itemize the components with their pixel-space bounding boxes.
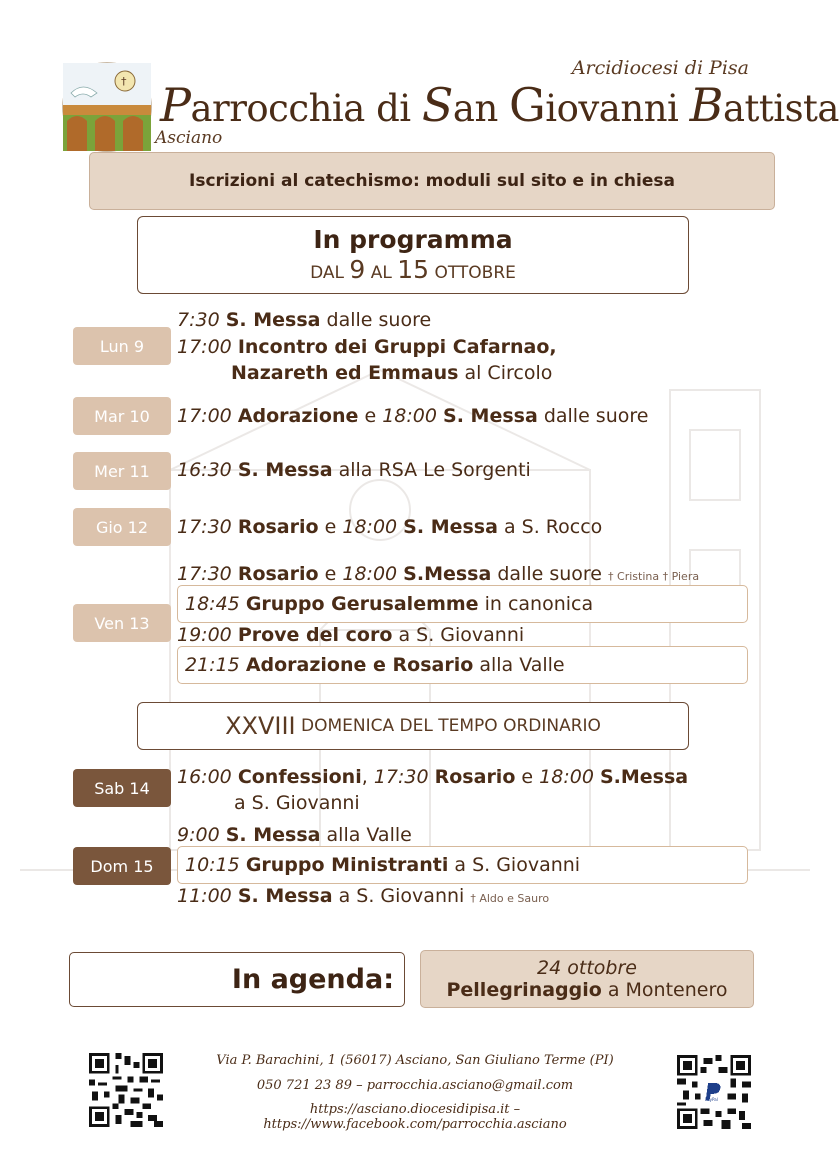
- program-title: In programma: [313, 225, 513, 254]
- event-ven-1: 17:30 Rosario e 18:00 S.Messa dalle suore † Cristina † Piera: [177, 563, 700, 585]
- day-badge-mar: Mar 10: [73, 397, 171, 435]
- agenda-label: In agenda:: [69, 952, 405, 1007]
- catechism-banner: Iscrizioni al catechismo: moduli sul sito e in chiesa: [89, 152, 775, 210]
- day-badge-dom: Dom 15: [73, 847, 171, 885]
- day-badge-gio: Gio 12: [73, 508, 171, 546]
- program-box: [137, 216, 689, 294]
- day-badge-sab: Sab 14: [73, 769, 171, 807]
- parish-title: Parrocchia di San Giovanni Battista: [160, 78, 839, 132]
- diocesi-label: Arcidiocesi di Pisa: [571, 57, 749, 79]
- event-ven-2: 18:45 Gruppo Gerusalemme in canonica: [177, 585, 748, 623]
- event-dom-3: 11:00 S. Messa a S. Giovanni † Aldo e Sauro: [177, 885, 550, 907]
- program-dates: DAL 9 AL 15 OTTOBRE: [310, 255, 516, 284]
- event-lun-1: 7:30 S. Messa dalle suore: [177, 309, 432, 331]
- qr-code-site: [89, 1053, 163, 1127]
- svg-text:†: †: [121, 75, 127, 88]
- location-label: Asciano: [155, 128, 223, 148]
- event-sab: 16:00 Confessioni, 17:30 Rosario e 18:00 S.Messa: [177, 766, 689, 788]
- event-ven-4: 21:15 Adorazione e Rosario alla Valle: [177, 646, 748, 684]
- footer-contact[interactable]: 050 721 23 89 – parrocchia.asciano@gmail.com: [256, 1078, 574, 1093]
- event-dom-1: 9:00 S. Messa alla Valle: [177, 824, 412, 846]
- day-badge-ven: Ven 13: [73, 604, 171, 642]
- qr-code-paypal: [677, 1055, 751, 1129]
- event-ven-3: 19:00 Prove del coro a S. Giovanni: [177, 624, 525, 646]
- paypal-label: PayPal: [705, 1097, 718, 1102]
- event-sab-place: a S. Giovanni: [234, 792, 360, 814]
- sunday-heading: XXVIII DOMENICA DEL TEMPO ORDINARIO: [137, 702, 689, 750]
- footer-address: Via P. Barachini, 1 (56017) Asciano, San Giuliano Terme (PI): [216, 1053, 614, 1068]
- event-lun-2b: Nazareth ed Emmaus al Circolo: [231, 362, 553, 384]
- event-mar: 17:00 Adorazione e 18:00 S. Messa dalle suore: [177, 405, 649, 427]
- footer-links[interactable]: https://asciano.diocesidipisa.it – https://www.facebook.com/parrocchia.asciano: [263, 1102, 567, 1132]
- agenda-box: [420, 950, 754, 1008]
- event-dom-2: 10:15 Gruppo Ministranti a S. Giovanni: [177, 846, 748, 884]
- parish-logo: [62, 62, 152, 152]
- event-lun-2: 17:00 Incontro dei Gruppi Cafarnao,: [177, 336, 557, 358]
- day-badge-lun: Lun 9: [73, 327, 171, 365]
- agenda-date: 24 ottobre: [537, 957, 637, 979]
- event-mer: 16:30 S. Messa alla RSA Le Sorgenti: [177, 459, 531, 481]
- day-badge-mer: Mer 11: [73, 452, 171, 490]
- agenda-event: Pellegrinaggio a Montenero: [446, 979, 728, 1001]
- event-gio: 17:30 Rosario e 18:00 S. Messa a S. Rocco: [177, 516, 603, 538]
